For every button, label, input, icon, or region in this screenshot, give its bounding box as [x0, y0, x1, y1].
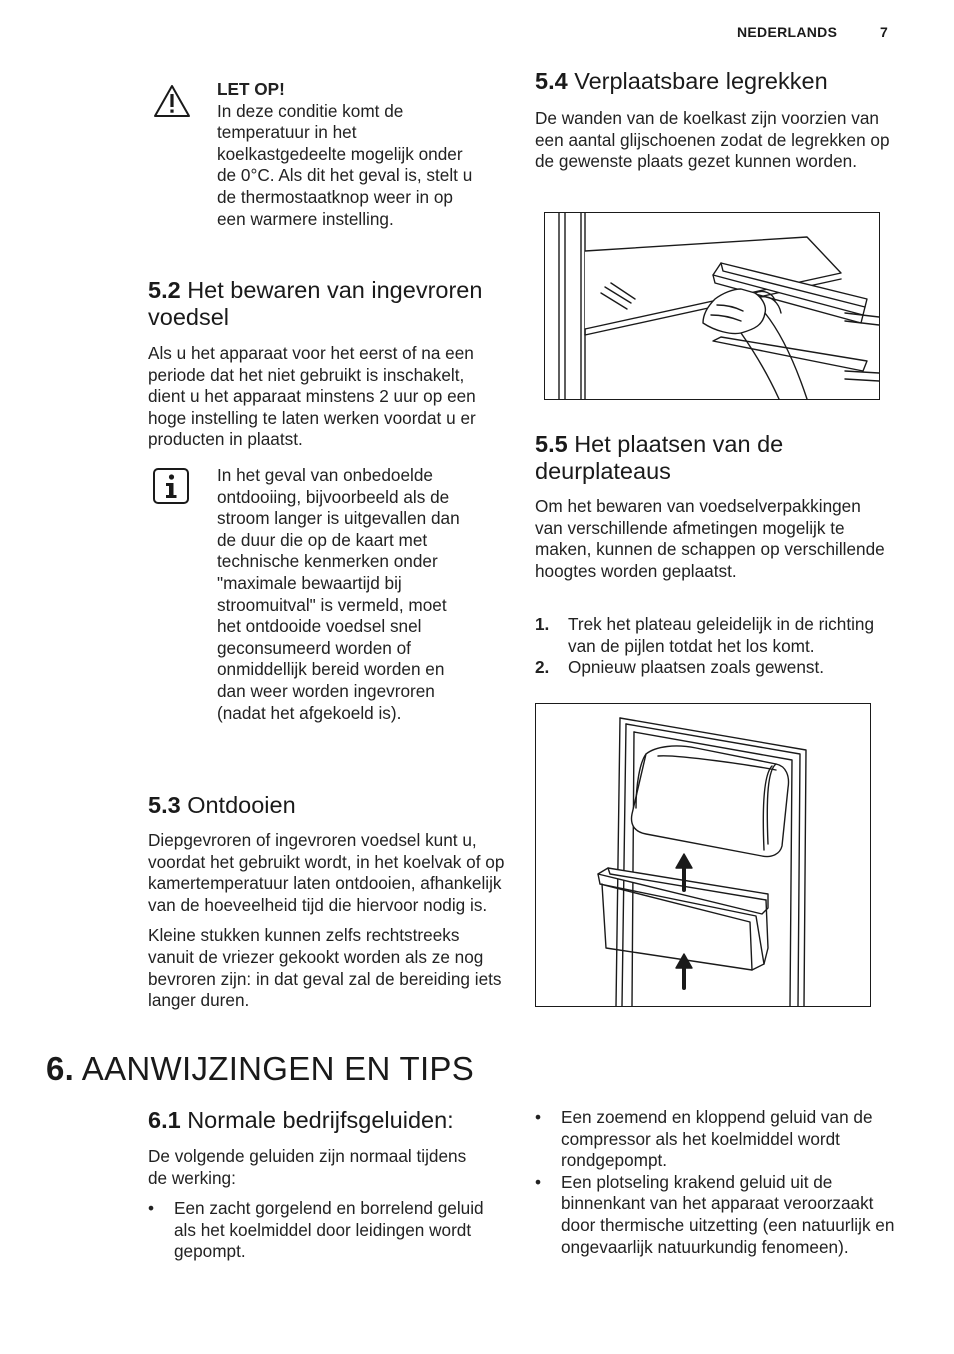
- list-item: [148, 1198, 488, 1263]
- section-5-2-number: 5.2: [148, 277, 181, 303]
- section-6-1-bullets-right: [535, 1107, 895, 1258]
- shelf-illustration: [544, 212, 880, 400]
- section-5-5-paragraph: Om het bewaren van voedselverpakkingen van verschillende afmetingen mogelijk te maken, kunnen de schappen op verschillende hoogtes worden geplaatst.: [535, 496, 885, 581]
- section-5-3-paragraph-2: Kleine stukken kunnen zelfs rechtstreeks vanuit de vriezer gekookt worden als ze nog bevroren zijn: in dat geval zal de bereiding iets langer duren.: [148, 925, 502, 1011]
- step-item: [535, 657, 875, 679]
- step-number: 1.: [535, 614, 550, 634]
- section-5-5-heading: [535, 431, 895, 485]
- section-5-4-title: Verplaatsbare legrekken: [574, 68, 828, 94]
- step-text: Opnieuw plaatsen zoals gewenst.: [568, 657, 825, 678]
- section-6-1-title: Normale bedrijfsgeluiden:: [187, 1107, 454, 1133]
- section-5-5-steps: [535, 614, 875, 679]
- section-5-4-number: 5.4: [535, 68, 568, 94]
- list-item: [535, 1172, 895, 1258]
- bullet-symbol: •: [148, 1198, 155, 1218]
- door-shelf-illustration: [535, 703, 871, 1007]
- section-6-1-heading: [148, 1107, 508, 1134]
- bullet-text: Een zacht gorgelend en borrelend geluid als het koelmiddel door leidingen wordt gepompt.: [174, 1198, 484, 1262]
- header-language: NEDERLANDS: [737, 24, 838, 40]
- section-5-4-paragraph: De wanden van de koelkast zijn voorzien van een aantal glijschoenen zodat de legrekken op de gewenste plaats gezet kunnen worden.: [535, 108, 890, 172]
- section-5-4-heading: [535, 68, 895, 95]
- page-number: 7: [880, 24, 888, 40]
- bullet-text: Een plotseling krakend geluid uit de binnenkant van het apparaat veroorzaakt door thermische uitzetting (een natuurlijk en ongevaarlijk natuurkundig fenomeen).: [561, 1171, 895, 1257]
- step-item: [535, 614, 875, 657]
- section-5-3-paragraph-1: Diepgevroren of ingevroren voedsel kunt u, voordat het gebruikt wordt, in het koelvak of op kamertemperatuur laten ontdooien, afhankelijk van de hoeveelheid tijd die hiervoor nodig is.: [148, 830, 505, 915]
- warning-block: [217, 79, 477, 230]
- section-5-3-body: [148, 830, 506, 1021]
- warning-text: In deze conditie komt de temperatuur in het koelkastgedeelte mogelijk onder de 0°C. Als dit het geval is, stelt u de thermostaatknop weer in op een warmere instelling.: [217, 100, 473, 229]
- section-5-2-heading: [148, 277, 488, 331]
- warning-triangle-icon: [152, 83, 192, 119]
- chapter-6-title: AANWIJZINGEN EN TIPS: [81, 1050, 475, 1087]
- bullet-text: Een zoemend en kloppend geluid van de compressor als het koelmiddel wordt rondgepompt.: [561, 1107, 873, 1171]
- info-text: In het geval van onbedoelde ontdooiing, bijvoorbeeld als de stroom langer is uitgevallen dan de duur die op de kaart met technische kenmerken onder "maximale bewaartijd bij stroomuitval" is vermeld, moet het ontdooide voedsel snel geconsumeerd worden of onmiddellijk bereid worden en dan weer worden ingevroren (nadat het afgekoeld is).: [217, 465, 460, 723]
- list-item: [535, 1107, 895, 1172]
- section-6-1-number: 6.1: [148, 1107, 181, 1133]
- bullet-symbol: •: [535, 1171, 542, 1192]
- section-6-1-intro: De volgende geluiden zijn normaal tijdens de werking:: [148, 1146, 467, 1188]
- chapter-6-heading: [46, 1050, 746, 1088]
- section-5-3-number: 5.3: [148, 792, 181, 818]
- chapter-6-number: 6.: [46, 1050, 75, 1087]
- section-5-5-title: Het plaatsen van de deurplateaus: [535, 431, 784, 484]
- section-6-1-bullets-left: [148, 1198, 488, 1263]
- section-5-2-paragraph: Als u het apparaat voor het eerst of na een periode dat het niet gebruikt is inschakelt, dient u het apparaat minstens 2 uur op een hoge instelling te laten werken voordat u er producten in plaatst.: [148, 343, 476, 450]
- step-text: Trek het plateau geleidelijk in de richting van de pijlen totdat het los komt.: [568, 614, 875, 656]
- section-5-3-title: Ontdooien: [187, 792, 296, 818]
- warning-title: LET OP!: [217, 79, 285, 99]
- section-5-2-title: Het bewaren van ingevroren voedsel: [148, 277, 483, 330]
- step-number: 2.: [535, 657, 550, 678]
- bullet-symbol: •: [535, 1107, 542, 1127]
- section-5-5-number: 5.5: [535, 431, 568, 457]
- section-5-3-heading: [148, 792, 488, 819]
- info-icon: [152, 467, 190, 505]
